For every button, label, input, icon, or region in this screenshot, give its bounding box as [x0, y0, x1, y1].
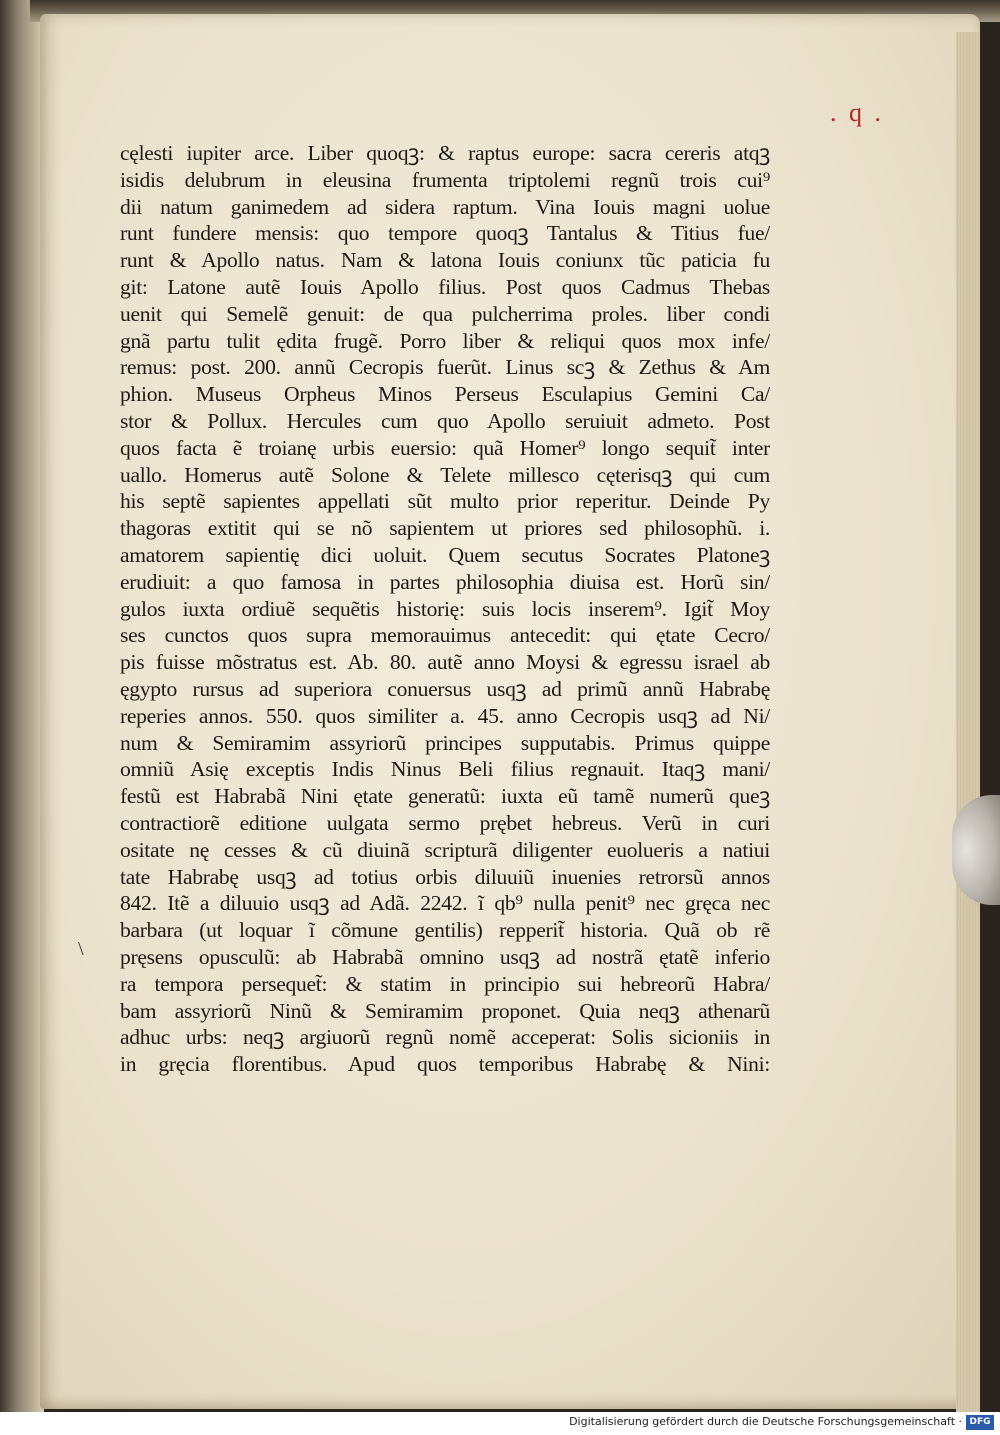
text-line: pis fuisse mõstratus est. Ab. 80. autẽ anno Moysi & egressu israel ab — [120, 650, 770, 675]
text-line: remus: post. 200. annũ Cecropis fuerũt. Linus scꝫ & Zethus & Am — [120, 355, 770, 380]
text-line: festũ est Habrabã Nini ętate generatũ: iuxta eũ tamẽ numerũ queꝫ — [120, 784, 770, 809]
text-line: tate Habrabę usqꝫ ad totius orbis diluuiũ inuenies retrorsũ annos — [120, 864, 770, 889]
text-line: dii natum ganimedem ad sidera raptum. Vina Iouis magni uolue — [120, 194, 770, 219]
text-line: stor & Pollux. Hercules cum quo Apollo seruiuit admeto. Post — [120, 408, 770, 433]
text-line: reperies annos. 550. quos similiter a. 45. anno Cecropis usqꝫ ad Ni/ — [120, 703, 770, 728]
text-block — [120, 140, 770, 1078]
text-line: barbara (ut loquar ĩ cõmune gentilis) repperit̃ historia. Quã ob rẽ — [120, 918, 770, 943]
text-line: isidis delubrum in eleusina frumenta triptolemi regnũ trois cui⁹ — [120, 167, 770, 192]
text-line: runt fundere mensis: quo tempore quoqꝫ Tantalus & Titius fue/ — [120, 221, 770, 246]
fore-edge — [956, 32, 980, 1412]
footer-bar — [0, 1412, 1000, 1435]
text-line: git: Latone autẽ Iouis Apollo filius. Post quos Cadmus Thebas — [120, 274, 770, 299]
text-line: num & Semiramim assyriorũ principes supputabis. Primus quippe — [120, 730, 770, 755]
text-line: phion. Museus Orpheus Minos Perseus Esculapius Gemini Ca/ — [120, 382, 770, 407]
text-line: ses cunctos quos supra memorauimus antecedit: qui ętate Cecro/ — [120, 623, 770, 648]
text-line: bam assyriorũ Ninũ & Semiramim proponet. Quia neqꝫ athenarũ — [120, 998, 770, 1023]
text-line: uenit qui Semelẽ genuit: de qua pulcherrima proles. liber condi — [120, 301, 770, 326]
text-line: cęlesti iupiter arce. Liber quoqꝫ: & raptus europe: sacra cereris atqꝫ — [120, 141, 770, 165]
text-line: gnã partu tulit ędita frugẽ. Porro liber & reliqui quos mox infe/ — [120, 328, 770, 353]
text-line: amatorem sapientię dici uoluit. Quem secutus Socrates Platoneꝫ — [120, 542, 770, 567]
text-line: pręsens opusculũ: ab Habrabã omnino usqꝫ ad nostrã ętatẽ inferio — [120, 944, 770, 969]
text-line: ositate nę cesses & cũ diuinã scripturã diligenter euolueris a natiui — [120, 837, 770, 862]
text-line: gulos iuxta ordiuẽ sequẽtis historię: suis locis inserem⁹. Igit̃ Moy — [120, 596, 770, 621]
text-line: 842. Itẽ a diluuio usqꝫ ad Adã. 2242. ĩ qb⁹ nulla penit⁹ nec gręca nec — [120, 891, 770, 916]
margin-mark: \ — [78, 938, 84, 960]
text-line: uallo. Homerus autẽ Solone & Telete millesco cęterisqꝫ qui cum — [120, 462, 770, 487]
dfg-logo: DFG — [966, 1415, 994, 1430]
page-clip — [952, 795, 1000, 905]
binding-edge — [0, 0, 44, 1412]
text-line: omniũ Asię exceptis Indis Ninus Beli filius regnauit. Itaqꝫ mani/ — [120, 757, 770, 782]
folio-number: . q . — [830, 98, 884, 127]
footer-credit: Digitalisierung gefördert durch die Deutsche Forschungsgemeinschaft · — [569, 1415, 962, 1428]
text-line: contractiorẽ editione uulgata sermo prębet hebreus. Verũ in curi — [120, 810, 770, 835]
text-line: adhuc urbs: neqꝫ argiuorũ regnũ nomẽ acceperat: Solis sicioniis in — [120, 1025, 770, 1050]
text-line: ra tempora persequet̃: & statim in principio sui hebreorũ Habra/ — [120, 971, 770, 996]
text-line: erudiuit: a quo famosa in partes philosophia diuisa est. Horũ sin/ — [120, 569, 770, 594]
text-line: thagoras extitit qui se nõ sapientem ut priores sed philosophũ. i. — [120, 516, 770, 541]
text-line: in gręcia florentibus. Apud quos temporibus Habrabę & Nini: — [120, 1052, 770, 1077]
text-line: quos facta ẽ troianę urbis euersio: quã Homer⁹ longo sequit̃ inter — [120, 435, 770, 460]
text-line: runt & Apollo natus. Nam & latona Iouis coniunx tũc paticia fu — [120, 248, 770, 273]
text-line: his septẽ sapientes appellati sũt multo prior reperitur. Deinde Py — [120, 489, 770, 514]
text-line: ęgypto rursus ad superiora conuersus usqꝫ ad primũ annũ Habrabę — [120, 676, 770, 701]
